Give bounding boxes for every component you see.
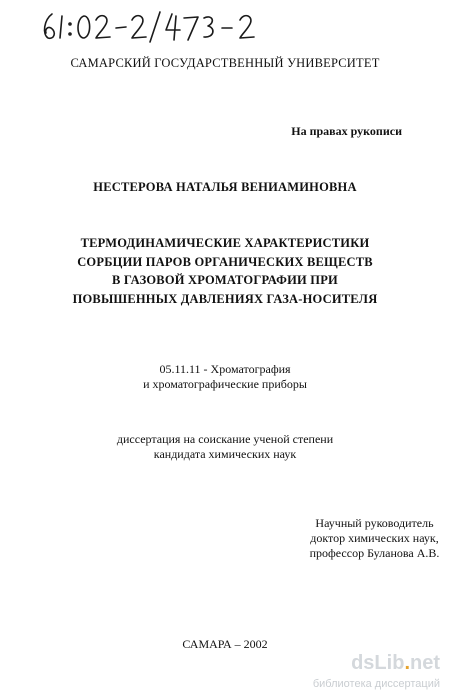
degree-statement: [0, 432, 450, 462]
degree-line: кандидата химических наук: [153, 447, 297, 461]
logo-dot: .: [404, 652, 410, 674]
specialty: [0, 362, 450, 392]
title-line: ТЕРМОДИНАМИЧЕСКИЕ ХАРАКТЕРИСТИКИ: [80, 236, 370, 250]
watermark-logo: [351, 652, 440, 676]
degree-line: диссертация на соискание ученой степени: [116, 432, 334, 446]
logo-main: dsLib: [351, 652, 405, 674]
supervisor-line: профессор Буланова А.В.: [309, 546, 440, 560]
dslib-watermark: [312, 652, 442, 692]
watermark-subtitle: библиотека диссертаций: [312, 678, 440, 690]
supervisor-block: [302, 516, 447, 561]
university-name: САМАРСКИЙ ГОСУДАРСТВЕННЫЙ УНИВЕРСИТЕТ: [70, 56, 380, 70]
logo-tld: net: [410, 652, 440, 674]
place-and-year: САМАРА – 2002: [182, 637, 268, 651]
rights-note: На правах рукописи: [291, 124, 402, 138]
handwriting-scribble: [38, 6, 288, 46]
author-name: НЕСТЕРОВА НАТАЛЬЯ ВЕНИАМИНОВНА: [93, 180, 357, 194]
handwritten-archive-code: [38, 6, 288, 46]
title-line: ПОВЫШЕННЫХ ДАВЛЕНИЯХ ГАЗА-НОСИТЕЛЯ: [72, 291, 378, 306]
specialty-line: и хроматографические приборы: [143, 377, 307, 391]
title-line: СОРБЦИИ ПАРОВ ОРГАНИЧЕСКИХ ВЕЩЕСТВ: [77, 254, 373, 269]
thesis-title: [0, 234, 450, 308]
supervisor-line: доктор химических наук,: [310, 531, 439, 545]
specialty-line: 05.11.11 - Хроматография: [159, 362, 291, 376]
title-line: В ГАЗОВОЙ ХРОМАТОГРАФИИ ПРИ: [112, 273, 338, 287]
supervisor-line: Научный руководитель: [315, 516, 434, 530]
